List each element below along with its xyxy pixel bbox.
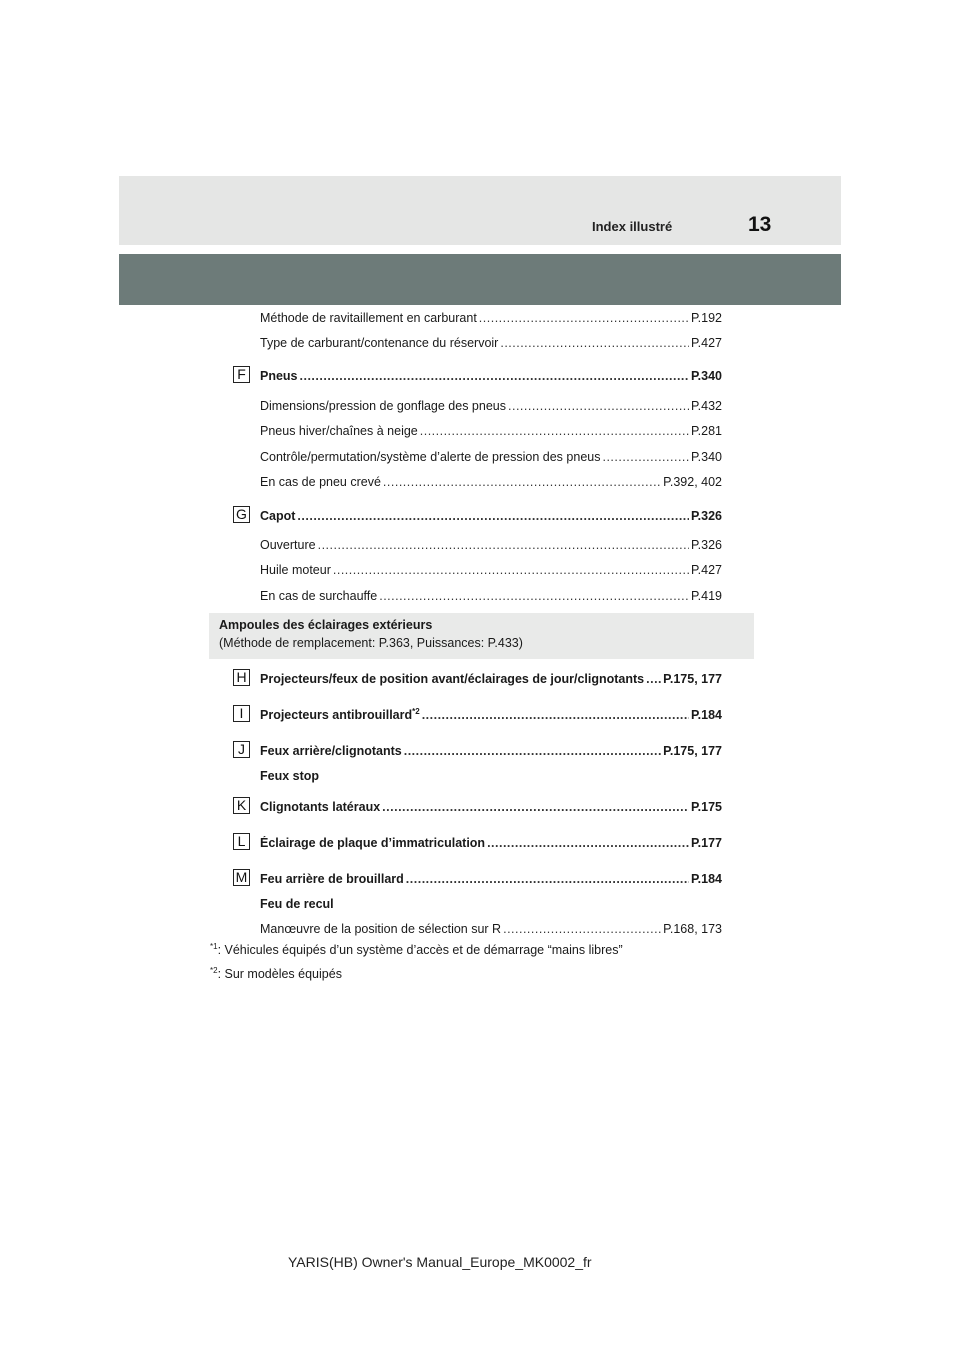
index-entry[interactable]: Contrôle/permutation/système d’alerte de pression des pneus ..... P.340 bbox=[260, 450, 722, 464]
title-band bbox=[119, 254, 841, 305]
index-entry[interactable]: En cas de pneu crevé ..... P.392, 402 bbox=[260, 475, 722, 489]
index-entry-capot[interactable]: Capot ..... P.326 bbox=[260, 509, 722, 523]
section-letter-h: H bbox=[233, 669, 250, 686]
index-entry[interactable]: Dimensions/pression de gonflage des pneus ..... P.432 bbox=[260, 399, 722, 413]
section-letter-m: M bbox=[233, 869, 250, 886]
index-entry[interactable]: En cas de surchauffe ..... P.419 bbox=[260, 589, 722, 603]
header-bar bbox=[119, 176, 841, 245]
section-letter-g: G bbox=[233, 506, 250, 523]
index-entry-feux-arriere[interactable]: Feux arrière/clignotants ..... P.175, 177 bbox=[260, 744, 722, 758]
index-entry[interactable]: Manœuvre de la position de sélection sur R ..... P.168, 173 bbox=[260, 922, 722, 936]
index-entry-plaque[interactable]: Éclairage de plaque d’immatriculation ..... P.177 bbox=[260, 836, 722, 850]
section-letter-l: L bbox=[233, 833, 250, 850]
index-entry-projecteurs[interactable]: Projecteurs/feux de position avant/éclairages de jour/clignotants ..... P.175, 177 bbox=[260, 672, 722, 686]
index-entry-brouillard-arriere[interactable]: Feu arrière de brouillard ..... P.184 bbox=[260, 872, 722, 886]
section-letter-k: K bbox=[233, 797, 250, 814]
index-entry-antibrouillard[interactable]: Projecteurs antibrouillard$^{*2}$ ..... P.184 bbox=[260, 708, 722, 722]
section-letter-f: F bbox=[233, 366, 250, 383]
info-title: Ampoules des éclairages extérieurs bbox=[219, 618, 433, 632]
index-entry-feux-stop: Feux stop bbox=[260, 769, 320, 783]
index-entry[interactable]: Ouverture ..... P.326 bbox=[260, 538, 722, 552]
index-entry[interactable]: Huile moteur ..... P.427 bbox=[260, 563, 722, 577]
index-entry[interactable]: Méthode de ravitaillement en carburant ..... P.192 bbox=[260, 311, 722, 325]
section-letter-i: I bbox=[233, 705, 250, 722]
page-footer: YARIS(HB) Owner's Manual_Europe_MK0002_fr bbox=[288, 1254, 592, 1270]
index-entry-feu-recul: Feu de recul bbox=[260, 897, 334, 911]
index-entry[interactable]: Pneus hiver/chaînes à neige ..... P.281 bbox=[260, 424, 722, 438]
index-entry-pneus[interactable]: Pneus ..... P.340 bbox=[260, 369, 722, 383]
page-number: 13 bbox=[748, 213, 772, 236]
index-entry-clignotants-lateraux[interactable]: Clignotants latéraux ..... P.175 bbox=[260, 800, 722, 814]
section-title: Index illustré bbox=[592, 219, 673, 234]
section-letter-j: J bbox=[233, 741, 250, 758]
info-subtitle: (Méthode de remplacement: P.363, Puissances: P.433) bbox=[219, 636, 523, 650]
index-entry[interactable]: Type de carburant/contenance du réservoir ..... P.427 bbox=[260, 336, 722, 350]
footnote: $^{*2}$: Sur modèles équipés bbox=[210, 965, 342, 981]
footnote: $^{*1}$: Véhicules équipés d’un système d’accès et de démarrage “mains libres” bbox=[210, 941, 623, 957]
